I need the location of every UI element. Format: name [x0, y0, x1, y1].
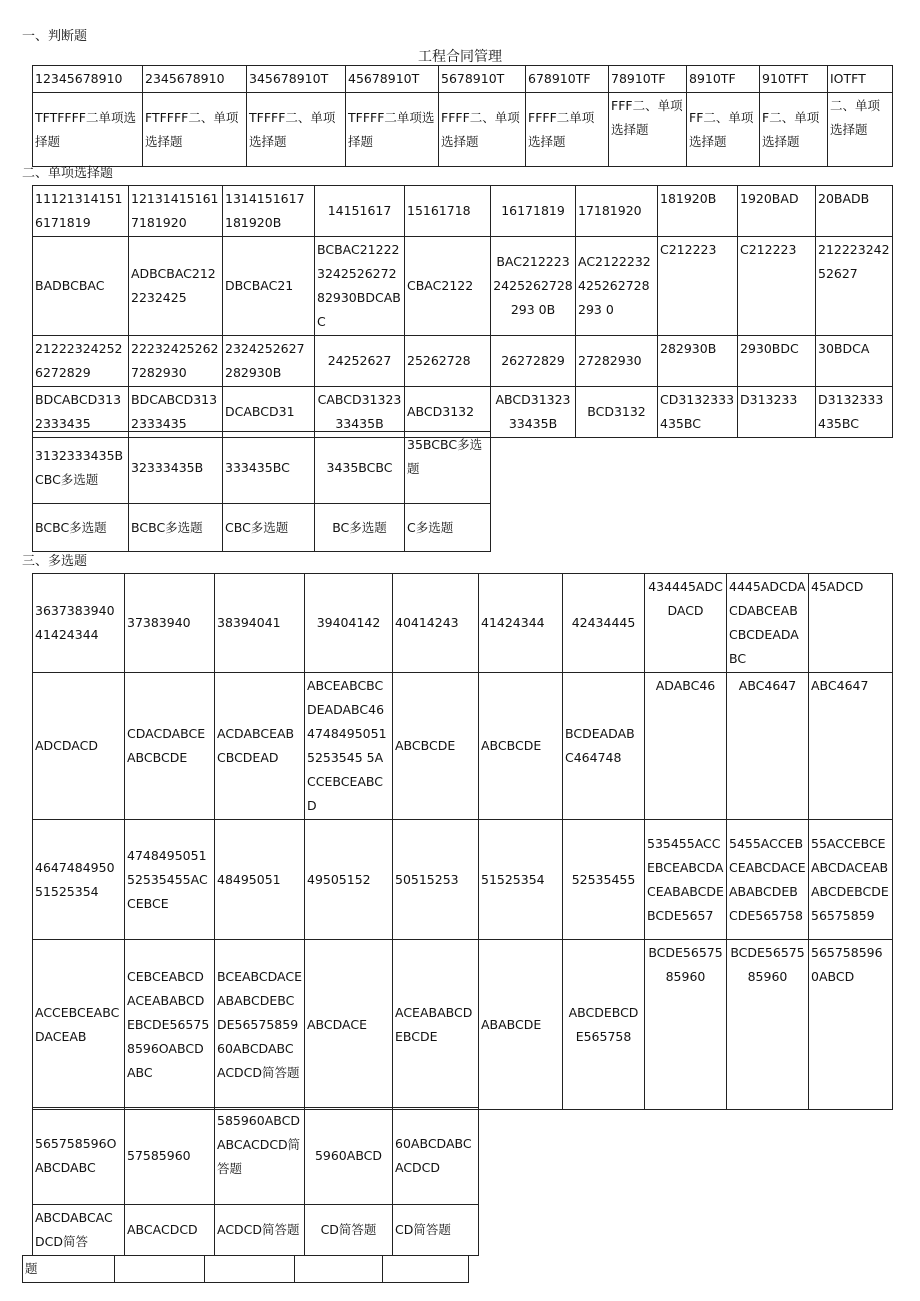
sc-cell: 111213141516171819	[33, 186, 129, 237]
sc-cell: BDCABCD3132333435	[129, 387, 223, 438]
sc-cell: 20BADB	[816, 186, 893, 237]
mc-cell: BCEABCDACEABABCDEBCDE5657585960ABCDABCACDCD简答题	[215, 940, 305, 1110]
mc-cell: ABC4647	[809, 673, 893, 820]
mc-cell: ACCEBCEABCDACEAB	[33, 940, 125, 1110]
sc-cell: 1920BAD	[738, 186, 816, 237]
sc-cell: 2930BDC	[738, 336, 816, 387]
mc-cell: ABCBCDE	[393, 673, 479, 820]
tf-cell: FFFF二单项选择题	[526, 93, 609, 167]
tf-cell: FTFFFF二、单项选择题	[143, 93, 247, 167]
mc-cell: ABCDABCACDCD简答	[33, 1205, 125, 1256]
mc-cell: ACEABABCDEBCDE	[393, 940, 479, 1110]
mc-cell: CD简答题	[305, 1205, 393, 1256]
mc-cell: 41424344	[479, 574, 563, 673]
sc-cell: 15161718	[405, 186, 491, 237]
sc-cell: ABCD3132	[405, 387, 491, 438]
sc-cell: BC多选题	[315, 504, 405, 552]
short-answer-table	[22, 1255, 469, 1283]
tf-cell: IOTFT	[828, 66, 893, 93]
single-choice-table-tail	[32, 431, 491, 552]
tf-cell: 678910TF	[526, 66, 609, 93]
sc-cell: ADBCBAC2122232425	[129, 237, 223, 336]
sc-cell: CBC多选题	[223, 504, 315, 552]
mc-cell: 42434445	[563, 574, 645, 673]
sc-cell: ABCD3132333435B	[491, 387, 576, 438]
sc-cell: AC2122232425262728293 0	[576, 237, 658, 336]
sc-cell: 333435BC	[223, 432, 315, 504]
tf-cell: F二、单项选择题	[760, 93, 828, 167]
tf-cell: 2345678910	[143, 66, 247, 93]
sc-cell: BADBCBAC	[33, 237, 129, 336]
mc-cell: 535455ACCEBCEABCDACEABABCDEBCDE5657	[645, 820, 727, 940]
sc-cell: BCBC多选题	[129, 504, 223, 552]
mc-cell: BCDEADABC464748	[563, 673, 645, 820]
document-title: 工程合同管理	[418, 49, 502, 65]
multiple-choice-table	[32, 573, 893, 1110]
sa-cell	[115, 1256, 205, 1283]
mc-cell: 52535455	[563, 820, 645, 940]
mc-cell: 48495051	[215, 820, 305, 940]
mc-cell: 55ACCEBCEABCDACEABABCDEBCDE56575859	[809, 820, 893, 940]
mc-cell: BCDE5657585960	[727, 940, 809, 1110]
sc-cell: BAC2122232425262728293 0B	[491, 237, 576, 336]
mc-cell: 60ABCDABCACDCD	[393, 1108, 479, 1205]
tf-cell: 5678910T	[439, 66, 526, 93]
section-heading-multiple-choice: 三、多选题	[22, 554, 88, 569]
sc-cell: BCD3132	[576, 387, 658, 438]
tf-cell: TFFFF二单项选择题	[346, 93, 439, 167]
tf-cell: 12345678910	[33, 66, 143, 93]
section-heading-single-choice: 二、单项选择题	[22, 166, 114, 181]
sc-cell: 3435BCBC	[315, 432, 405, 504]
tf-cell: TFFFF二、单项选择题	[247, 93, 346, 167]
mc-cell: 565758596OABCDABC	[33, 1108, 125, 1205]
sc-cell: D313233	[738, 387, 816, 438]
mc-cell: ADABC46	[645, 673, 727, 820]
mc-cell: ADCDACD	[33, 673, 125, 820]
sc-cell: BDCABCD3132333435	[33, 387, 129, 438]
tf-cell: FF二、单项选择题	[687, 93, 760, 167]
sc-cell: 24252627	[315, 336, 405, 387]
mc-cell: 464748495051525354	[33, 820, 125, 940]
sc-cell: BCBAC21222324252627282930BDCABC	[315, 237, 405, 336]
sc-cell: 181920B	[658, 186, 738, 237]
sa-cell: 题	[23, 1256, 115, 1283]
mc-cell: 4445ADCDACDABCEABCBCDEADABC	[727, 574, 809, 673]
tf-cell: 8910TF	[687, 66, 760, 93]
mc-cell: ABCACDCD	[125, 1205, 215, 1256]
sc-cell: 30BDCA	[816, 336, 893, 387]
mc-cell: ABCBCDE	[479, 673, 563, 820]
mc-cell: CD简答题	[393, 1205, 479, 1256]
sc-cell: 17181920	[576, 186, 658, 237]
section-heading-true-false: 一、判断题	[22, 29, 88, 44]
mc-cell: 49505152	[305, 820, 393, 940]
multiple-choice-table-tail	[32, 1107, 479, 1256]
sa-cell	[205, 1256, 295, 1283]
sa-cell	[383, 1256, 469, 1283]
sc-cell: CABCD3132333435B	[315, 387, 405, 438]
tf-cell: 二、单项选择题	[828, 93, 893, 167]
mc-cell: CEBCEABCDACEABABCDEBCDE565758596OABCDABC	[125, 940, 215, 1110]
mc-cell: 585960ABCDABCACDCD简答题	[215, 1108, 305, 1205]
tf-cell: 910TFT	[760, 66, 828, 93]
tf-cell: FFF二、单项选择题	[609, 93, 687, 167]
mc-cell: BCDE5657585960	[645, 940, 727, 1110]
mc-cell: 45ADCD	[809, 574, 893, 673]
sc-cell: 14151617	[315, 186, 405, 237]
sc-cell: 21222324252627	[816, 237, 893, 336]
mc-cell: ABC4647	[727, 673, 809, 820]
mc-cell: 5657585960ABCD	[809, 940, 893, 1110]
mc-cell: 40414243	[393, 574, 479, 673]
sa-cell	[295, 1256, 383, 1283]
mc-cell: ABABCDE	[479, 940, 563, 1110]
sc-cell: 27282930	[576, 336, 658, 387]
sc-cell: 121314151617181920	[129, 186, 223, 237]
mc-cell: ACDABCEABCBCDEAD	[215, 673, 305, 820]
mc-cell: 38394041	[215, 574, 305, 673]
mc-cell: 434445ADCDACD	[645, 574, 727, 673]
tf-cell: 345678910T	[247, 66, 346, 93]
single-choice-table	[32, 185, 893, 438]
mc-cell: ABCDACE	[305, 940, 393, 1110]
sc-cell: DBCBAC21	[223, 237, 315, 336]
sc-cell: 282930B	[658, 336, 738, 387]
sc-cell: 26272829	[491, 336, 576, 387]
sc-cell: C212223	[738, 237, 816, 336]
sc-cell: 3132333435BCBC多选题	[33, 432, 129, 504]
mc-cell: ACDCD简答题	[215, 1205, 305, 1256]
sc-cell: 16171819	[491, 186, 576, 237]
mc-cell: ABCDEBCDE565758	[563, 940, 645, 1110]
mc-cell: 5455ACCEBCEABCDACEABABCDEBCDE565758	[727, 820, 809, 940]
mc-cell: CDACDABCEABCBCDE	[125, 673, 215, 820]
sc-cell: D3132333435BC	[816, 387, 893, 438]
sc-cell: CD3132333435BC	[658, 387, 738, 438]
mc-cell: 474849505152535455ACCEBCE	[125, 820, 215, 940]
mc-cell: 39404142	[305, 574, 393, 673]
mc-cell: ABCEABCBCDEADABC4647484950515253545 5ACCEBCEABCD	[305, 673, 393, 820]
mc-cell: 51525354	[479, 820, 563, 940]
mc-cell: 37383940	[125, 574, 215, 673]
mc-cell: 5960ABCD	[305, 1108, 393, 1205]
sc-cell: 2324252627282930B	[223, 336, 315, 387]
true-false-table	[32, 65, 893, 167]
mc-cell: 50515253	[393, 820, 479, 940]
sc-cell: 25262728	[405, 336, 491, 387]
sc-cell: C多选题	[405, 504, 491, 552]
mc-cell: 363738394041424344	[33, 574, 125, 673]
sc-cell: 35BCBC多选题	[405, 432, 491, 504]
sc-cell: BCBC多选题	[33, 504, 129, 552]
sc-cell: C212223	[658, 237, 738, 336]
tf-cell: 45678910T	[346, 66, 439, 93]
mc-cell: 57585960	[125, 1108, 215, 1205]
sc-cell: 32333435B	[129, 432, 223, 504]
sc-cell: CBAC2122	[405, 237, 491, 336]
tf-cell: FFFF二、单项选择题	[439, 93, 526, 167]
tf-cell: 78910TF	[609, 66, 687, 93]
tf-cell: TFTFFFF二单项选择题	[33, 93, 143, 167]
sc-cell: 212223242526272829	[33, 336, 129, 387]
sc-cell: 1314151617181920B	[223, 186, 315, 237]
sc-cell: DCABCD31	[223, 387, 315, 438]
sc-cell: 222324252627282930	[129, 336, 223, 387]
